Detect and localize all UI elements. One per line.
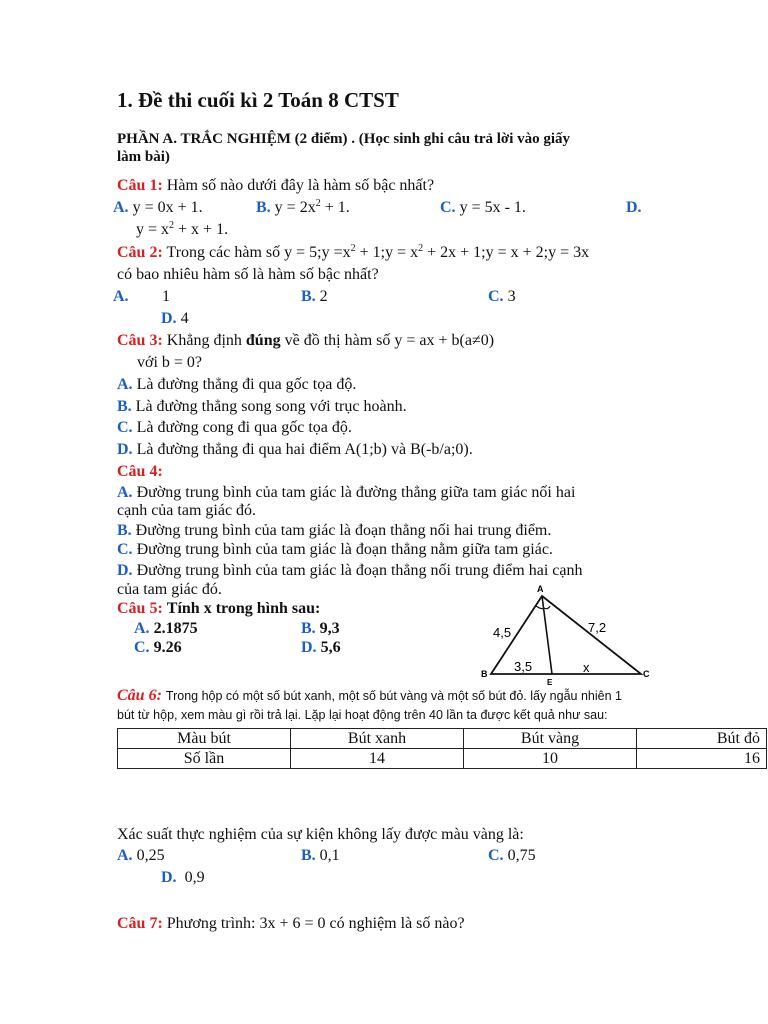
question-2: Câu 2: Trong các hàm số y = 5;y $=x^2$ + 1;y = $x^2 + 2x$ + 1;y = x + 2;y = 3x: [117, 243, 590, 261]
question-3: Câu 3: Khẳng định đúng về đồ thị hàm số y = ax + b(a≠0): [117, 332, 495, 349]
q3-option-a: A. Là đường thẳng đi qua gốc tọa độ.: [117, 376, 357, 393]
question-4: Câu 4:: [117, 463, 163, 480]
part-a-heading-cont: làm bài): [117, 149, 170, 165]
table-cell: 14: [291, 749, 464, 769]
question-text: Hàm số nào dưới đây là hàm số bậc nhất?: [166, 177, 435, 194]
q1-option-b: B. $y = 2x^2 + 1$.: [256, 198, 350, 216]
q4-option-a: A. Đường trung bình của tam giác là đường thẳng giữa tam giác nối hai: [117, 484, 576, 501]
question-5: Câu 5: Tính x trong hình sau:: [117, 600, 321, 617]
vertex-c-label: C: [643, 669, 650, 679]
side-ac-label: 7,2: [588, 620, 607, 635]
q2-option-d: D. 4: [161, 310, 189, 327]
page-title: 1. Đề thi cuối kì 2 Toán 8 CTST: [117, 88, 399, 112]
question-6-prompt: Xác suất thực nghiệm của sự kiện không lấy được màu vàng là:: [117, 826, 524, 843]
table-header-row: [118, 729, 767, 749]
q1-option-c: C. y = 5x - 1.: [440, 199, 526, 216]
q1-option-a: A. y = 0x + 1.: [113, 199, 203, 216]
q6-option-d: D. 0,9: [161, 869, 205, 886]
q1-option-d-text: $y = x^2 + x + 1$.: [136, 220, 229, 238]
question-3-cont: với b = 0?: [137, 354, 203, 371]
q5-option-a: A. 2.1875: [134, 620, 198, 637]
q3-option-d: D. Là đường thẳng đi qua hai điểm A(1;b) và B(-b/a;0).: [117, 441, 473, 458]
q4-option-c: C. Đường trung bình của tam giác là đoạn thẳng nằm giữa tam giác.: [117, 541, 553, 558]
q6-option-c: C. 0,75: [488, 847, 536, 864]
point-e-label: E: [547, 678, 553, 686]
vertex-a-label: A: [537, 584, 544, 594]
q4-option-d: D. Đường trung bình của tam giác là đoạn thẳng nối trung điểm hai cạnh: [117, 562, 583, 579]
vertex-b-label: B: [481, 669, 488, 679]
table-cell: Số lần: [118, 749, 291, 769]
table-cell: Màu bút: [118, 729, 291, 749]
q2-option-a: A.: [113, 288, 129, 305]
segment-be-label: 3,5: [514, 659, 533, 674]
q3-option-b: B. Là đường thẳng song song với trục hoành.: [117, 398, 407, 415]
q5-option-c: C. 9.26: [134, 639, 182, 656]
results-table: [117, 728, 767, 769]
table-cell: 16: [637, 749, 767, 769]
q4-option-a-cont: cạnh của tam giác đó.: [117, 502, 257, 519]
table-row: [118, 749, 767, 769]
part-a-heading: PHẦN A. TRẮC NGHIỆM (2 điểm) . (Học sinh ghi câu trả lời vào giấy: [117, 131, 571, 147]
segment-ec-label: x: [583, 660, 590, 675]
side-ab-label: 4,5: [493, 625, 512, 640]
q5-option-b: B. 9,3: [301, 620, 340, 637]
table-cell: Bút xanh: [291, 729, 464, 749]
q4-option-d-cont: của tam giác đó.: [117, 581, 222, 598]
q2-option-c: C. 3: [488, 288, 516, 305]
question-1: [117, 176, 434, 196]
table-cell: 10: [464, 749, 637, 769]
q6-option-a: A. 0,25: [117, 847, 165, 864]
q6-option-b: B. 0,1: [301, 847, 340, 864]
question-7: Câu 7: Phương trình: 3x + 6 = 0 có nghiệm là số nào?: [117, 915, 465, 932]
question-6: Câu 6: Trong hộp có một số bút xanh, một số bút vàng và một số bút đỏ. lấy ngẫu nhiên 1: [117, 687, 622, 704]
table-cell: Bút vàng: [464, 729, 637, 749]
triangle-figure: [478, 582, 653, 686]
question-2-cont: có bao nhiêu hàm số là hàm số bậc nhất?: [117, 266, 379, 283]
q5-option-d: D. 5,6: [301, 639, 341, 656]
q3-option-c: C. Là đường cong đi qua gốc tọa độ.: [117, 419, 352, 436]
q4-option-b: B. Đường trung bình của tam giác là đoạn thẳng nối hai trung điểm.: [117, 522, 552, 539]
table-cell: Bút đỏ: [637, 729, 767, 749]
q1-option-d-label: D.: [626, 199, 642, 216]
q2-option-a-text: 1: [162, 288, 170, 305]
question-6-cont: bút từ hộp, xem màu gì rồi trả lại. Lặp lại hoạt động trên 40 lần ta được kết quả như sau:: [117, 708, 608, 722]
q2-option-b: B. 2: [301, 288, 328, 305]
question-label: Câu 1:: [117, 177, 163, 194]
